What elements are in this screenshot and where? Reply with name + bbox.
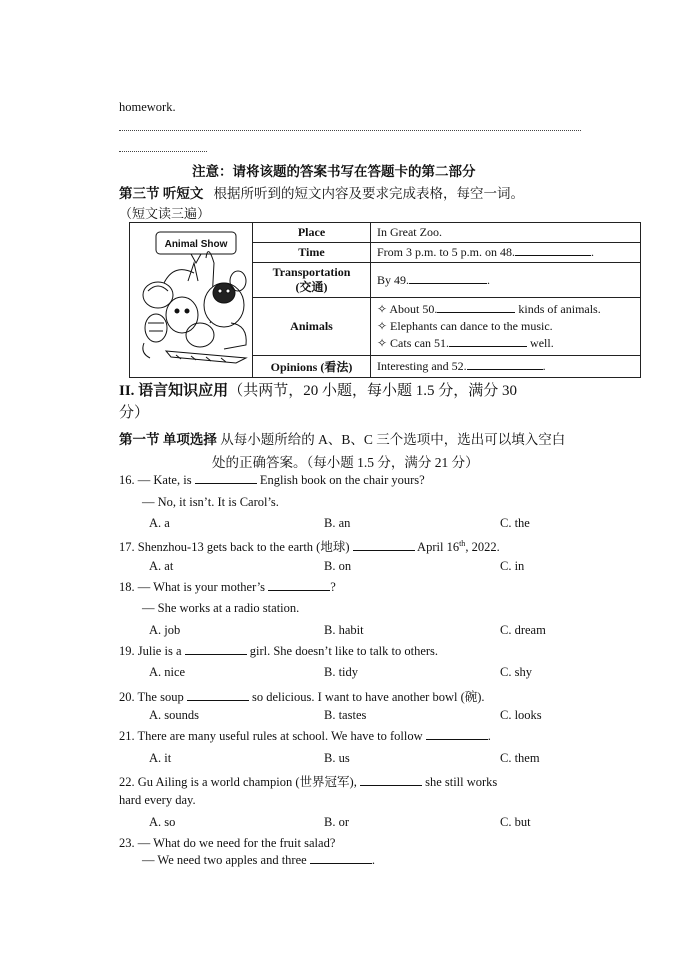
q22-option-c[interactable]: C. but — [500, 815, 531, 829]
animals-item-3 — [377, 335, 634, 352]
q20-option-c[interactable]: C. looks — [500, 708, 542, 722]
q16-option-c[interactable]: C. the — [500, 516, 530, 530]
row-label-opinions: Opinions (看法) — [253, 355, 371, 377]
blank-50[interactable] — [437, 302, 515, 313]
q19-option-b[interactable]: B. tidy — [324, 665, 359, 679]
answer-dotted-line — [119, 130, 581, 131]
section3-note: （短文读三遍） — [119, 206, 211, 221]
q20-text-b: so delicious. I want to have another bowl (碗). — [248, 690, 485, 704]
section3-title: 第三节 听短文 — [119, 186, 204, 201]
q16-option-b[interactable]: B. an — [324, 516, 351, 530]
opinions-tail: . — [542, 358, 546, 373]
animals-item-1-post: kinds of animals. — [518, 302, 601, 317]
q18-text-a: — What is your mother’s — [137, 580, 269, 594]
q16-text-a: — Kate, is — [137, 473, 195, 487]
row-value-transportation — [371, 262, 641, 298]
part2-heading-cont: 分） — [119, 405, 150, 421]
opinions-text: Interesting and 52. — [377, 358, 467, 373]
question-18 — [119, 580, 336, 595]
row-value-animals — [371, 298, 641, 356]
q23-number: 23. — [119, 836, 135, 850]
blank-52[interactable] — [467, 359, 543, 370]
q16-blank[interactable] — [195, 473, 257, 484]
q17-text-a: Shenzhou-13 gets back to the earth (地球) — [137, 540, 353, 554]
row-label-place: Place — [253, 223, 371, 243]
q21-text-a: There are many useful rules at school. We have to follow — [137, 729, 426, 743]
blank-51[interactable] — [449, 336, 527, 347]
q22-option-b[interactable]: B. or — [324, 815, 349, 829]
part2-desc: （共两节，20 小题，每小题 1.5 分，满分 30 — [228, 383, 517, 399]
animals-illustration — [136, 223, 259, 373]
transportation-text: By 49. — [377, 272, 410, 287]
q18-line2: — She works at a radio station. — [142, 601, 300, 615]
q18-option-c[interactable]: C. dream — [500, 623, 546, 637]
q18-number: 18. — [119, 580, 135, 594]
question-16 — [119, 473, 425, 488]
question-17 — [119, 537, 500, 555]
blank-48[interactable] — [515, 245, 591, 256]
animals-item-3-post: well. — [530, 336, 554, 351]
question-21 — [119, 729, 491, 744]
q19-text-a: Julie is a — [137, 644, 185, 658]
q22-line2: hard every day. — [119, 793, 196, 807]
q23-line2-text: — We need two apples and three — [142, 853, 310, 867]
row-label-animals: Animals — [253, 298, 371, 356]
animals-item-1 — [377, 301, 634, 318]
section1-instructions: 从每小题所给的 A、B、C 三个选项中，选出可以填入空白 — [220, 432, 566, 447]
q17-text-c: , 2022. — [465, 540, 500, 554]
animals-item-1-pre: ✧ About 50. — [377, 302, 438, 317]
q19-text-b: girl. She doesn’t like to talk to others. — [246, 644, 439, 658]
q19-option-c[interactable]: C. shy — [500, 665, 532, 679]
q16-text-b: English book on the chair yours? — [256, 473, 425, 487]
q22-text-b: she still works — [421, 775, 498, 789]
row-value-opinions — [371, 355, 641, 377]
section3-instructions: 根据所听到的短文内容及要求完成表格，每空一词。 — [213, 186, 524, 201]
q22-blank[interactable] — [360, 775, 422, 786]
q17-option-c[interactable]: C. in — [500, 559, 525, 573]
section1-instructions-2: 处的正确答案。（每小题 1.5 分，满分 21 分） — [212, 455, 479, 470]
q19-option-a[interactable]: A. nice — [149, 665, 186, 679]
q23-blank[interactable] — [310, 853, 372, 864]
q17-blank[interactable] — [353, 540, 415, 551]
notice-text: 注意：请将该题的答案书写在答题卡的第二部分 — [192, 164, 476, 179]
q21-number: 21. — [119, 729, 135, 743]
transportation-tail: . — [487, 272, 491, 287]
transportation-label: Transportation — [272, 265, 351, 280]
q17-number: 17. — [119, 540, 135, 554]
homework-text: homework. — [119, 100, 176, 114]
animal-show-title: Animal Show — [164, 239, 228, 250]
q21-option-a[interactable]: A. it — [149, 751, 172, 765]
q21-blank[interactable] — [426, 729, 488, 740]
q20-blank[interactable] — [187, 690, 249, 701]
blank-49[interactable] — [409, 273, 487, 284]
row-label-time: Time — [253, 242, 371, 262]
q17-option-b[interactable]: B. on — [324, 559, 352, 573]
q21-text-b: . — [487, 729, 491, 743]
question-23 — [119, 836, 335, 851]
q23-line2 — [142, 853, 375, 868]
animal-show-table — [129, 222, 641, 378]
q21-option-b[interactable]: B. us — [324, 751, 350, 765]
q16-line2: — No, it isn’t. It is Carol’s. — [142, 495, 279, 509]
row-value-time — [371, 242, 641, 262]
q18-option-b[interactable]: B. habit — [324, 623, 364, 637]
q17-sup: th — [459, 538, 466, 548]
q17-text-b: April 16 — [414, 540, 460, 554]
q19-number: 19. — [119, 644, 135, 658]
section3-heading — [119, 182, 524, 202]
row-label-transportation — [253, 262, 371, 298]
q20-option-b[interactable]: B. tastes — [324, 708, 367, 722]
q18-blank[interactable] — [268, 580, 330, 591]
row-value-place: In Great Zoo. — [371, 223, 641, 243]
time-text: From 3 p.m. to 5 p.m. on 48. — [377, 244, 516, 259]
q21-option-c[interactable]: C. them — [500, 751, 540, 765]
animals-item-2: ✧ Elephants can dance to the music. — [377, 319, 553, 334]
question-22 — [119, 772, 497, 790]
q18-option-a[interactable]: A. job — [149, 623, 181, 637]
q22-option-a[interactable]: A. so — [149, 815, 176, 829]
part2-title: II. 语言知识应用 — [119, 383, 229, 399]
q17-option-a[interactable]: A. at — [149, 559, 174, 573]
animals-item-3-pre: ✧ Cats can 51. — [377, 336, 450, 351]
q20-option-a[interactable]: A. sounds — [149, 708, 200, 722]
answer-dotted-line-2 — [119, 151, 207, 152]
q19-blank[interactable] — [185, 644, 247, 655]
q16-number: 16. — [119, 473, 135, 487]
q23-text-a: — What do we need for the fruit salad? — [137, 836, 336, 850]
time-tail: . — [591, 244, 595, 259]
section1-title: 第一节 单项选择 — [119, 432, 217, 447]
q23-line2-tail: . — [371, 853, 375, 867]
part2-heading — [119, 379, 517, 400]
question-19 — [119, 644, 438, 659]
q18-text-b: ? — [330, 580, 336, 594]
q20-number: 20. — [119, 690, 135, 704]
q16-option-a[interactable]: A. a — [149, 516, 170, 530]
section1-heading — [119, 428, 565, 448]
transportation-label-cn: (交通) — [295, 280, 328, 295]
q22-number: 22. — [119, 775, 135, 789]
q20-text-a: The soup — [137, 690, 187, 704]
animal-show-image — [130, 223, 253, 378]
question-20 — [119, 687, 485, 705]
q22-text-a: Gu Ailing is a world champion (世界冠军), — [137, 775, 360, 789]
